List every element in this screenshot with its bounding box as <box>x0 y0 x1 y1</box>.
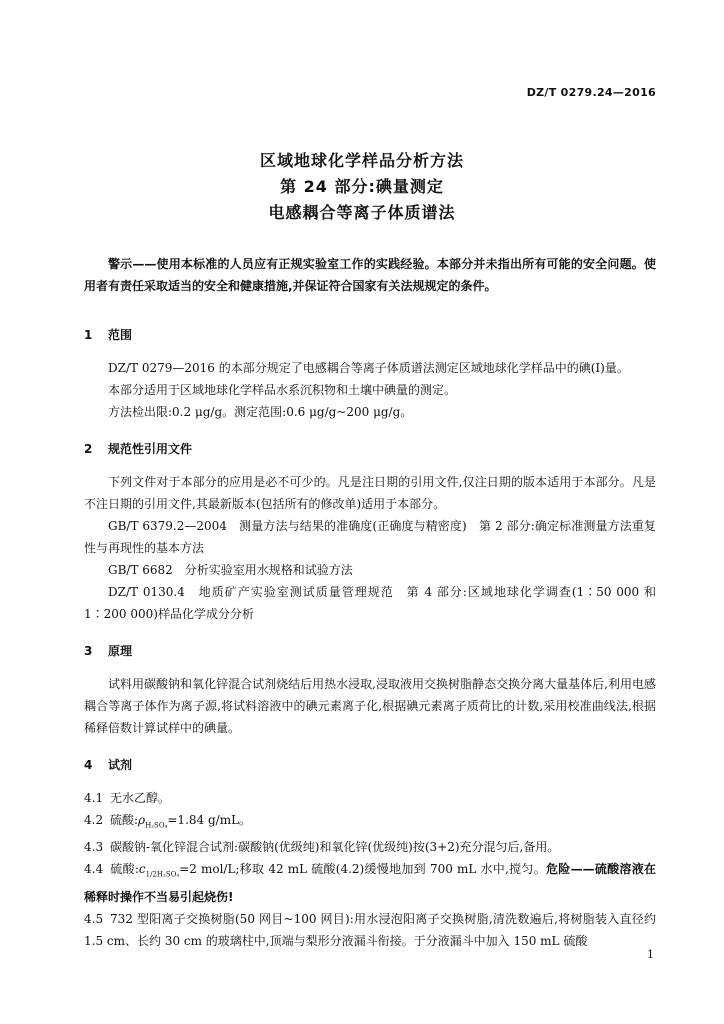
paragraph: 本部分适用于区域地球化学样品水系沉积物和土壤中碘量的测定。 <box>108 383 457 397</box>
reagent-item <box>84 908 656 952</box>
section-2-heading <box>84 438 656 460</box>
safety-warning: 警示——使用本标准的人员应有正规实验室工作的实践经验。本部分并未指出所有可能的安全问题。使用者有责任采取适当的安全和健康措施,并保证符合国家有关法规规定的条件。 <box>84 257 656 293</box>
section-title: 范围 <box>108 328 133 342</box>
reagent-item <box>84 809 656 836</box>
density-symbol: ρ <box>138 813 146 827</box>
page-number: 1 <box>647 948 654 961</box>
section-title: 规范性引用文件 <box>108 442 193 456</box>
formula-subscript: 1/2H₂SO₄ <box>145 870 180 879</box>
item-text: 732 型阳离子交换树脂(50 网目~100 网目):用水浸泡阳离子交换树脂,清洗数遍后,将树脂装入直径约 1.5 cm、长约 30 cm 的玻璃柱中,顶端与梨形分液漏斗衔接。于分液漏斗中加入 150 mL 硫酸 <box>84 911 656 948</box>
reagent-item <box>84 787 656 809</box>
section-title: 原理 <box>108 644 133 658</box>
item-text: 硫酸: <box>110 862 139 877</box>
item-text: =2 mol/L;移取 42 mL 硫酸(4.2)缓慢地加到 700 mL 水中,搅匀。 <box>179 862 546 877</box>
formula-subscript: H₂SO₄ <box>145 821 168 830</box>
reagent-item <box>84 858 656 907</box>
paragraph: DZ/T 0279—2016 的本部分规定了电感耦合等离子体质谱法测定区域地球化学样品中的碘(I)量。 <box>108 361 629 375</box>
paragraph: 试料用碳酸钠和氧化锌混合试剂烧结后用热水浸取,浸取液用交换树脂静态交换分离大量基体后,利用电感耦合等离子体作为离子源,将试料溶液中的碘元素离子化,根据碘元素离子质荷比的计数,采用校准曲线法,根据稀释倍数计算试样中的碘量。 <box>84 677 656 735</box>
section-3-heading <box>84 640 656 662</box>
document-body <box>84 253 656 952</box>
item-text: 无水乙醇。 <box>110 791 171 805</box>
reference-item: GB/T 6379.2—2004 测量方法与结果的准确度(正确度与精密度) 第 2 部分:确定标准测量方法重复性与再现性的基本方法 <box>84 519 656 555</box>
title-line-3: 电感耦合等离子体质谱法 <box>268 203 456 222</box>
item-number: 4.1 <box>84 791 104 805</box>
reference-item: GB/T 6682 分析实验室用水规格和试验方法 <box>108 563 353 577</box>
item-number: 4.3 <box>84 840 104 855</box>
item-text: 硫酸: <box>110 813 139 827</box>
section-number: 4 <box>84 758 93 772</box>
section-number: 3 <box>84 644 93 658</box>
section-4-heading <box>84 754 656 776</box>
item-text: 碳酸钠-氧化锌混合试剂:碳酸钠(优级纯)和氧化锌(优级纯)按(3+2)充分混匀后,备用。 <box>110 840 560 855</box>
danger-warning: 危险——硫酸溶液在稀释时操作不当易引起烧伤! <box>84 862 656 904</box>
item-text: =1.84 g/mL。 <box>167 813 252 827</box>
paragraph: 下列文件对于本部分的应用是必不可少的。凡是注日期的引用文件,仅注日期的版本适用于本部分。凡是不注日期的引用文件,其最新版本(包括所有的修改单)适用于本部分。 <box>84 475 656 511</box>
paragraph: 方法检出限:0.2 μg/g。测定范围:0.6 μg/g~200 μg/g。 <box>108 405 413 419</box>
document-title <box>0 148 724 226</box>
reference-item: DZ/T 0130.4 地质矿产实验室测试质量管理规范 第 4 部分:区域地球化学调查(1∶50 000 和 1∶200 000)样品化学成分分析 <box>84 585 656 621</box>
section-1-heading <box>84 324 656 346</box>
item-number: 4.5 <box>84 911 104 926</box>
section-number: 1 <box>84 328 93 342</box>
item-number: 4.4 <box>84 862 104 877</box>
item-number: 4.2 <box>84 813 104 827</box>
reagent-item <box>84 836 656 858</box>
section-number: 2 <box>84 442 93 456</box>
title-line-2: 第 24 部分:碘量测定 <box>280 177 444 196</box>
title-line-1: 区域地球化学样品分析方法 <box>259 151 464 170</box>
concentration-symbol: c <box>138 862 146 877</box>
standard-code: DZ/T 0279.24—2016 <box>526 86 656 99</box>
section-title: 试剂 <box>108 758 133 772</box>
